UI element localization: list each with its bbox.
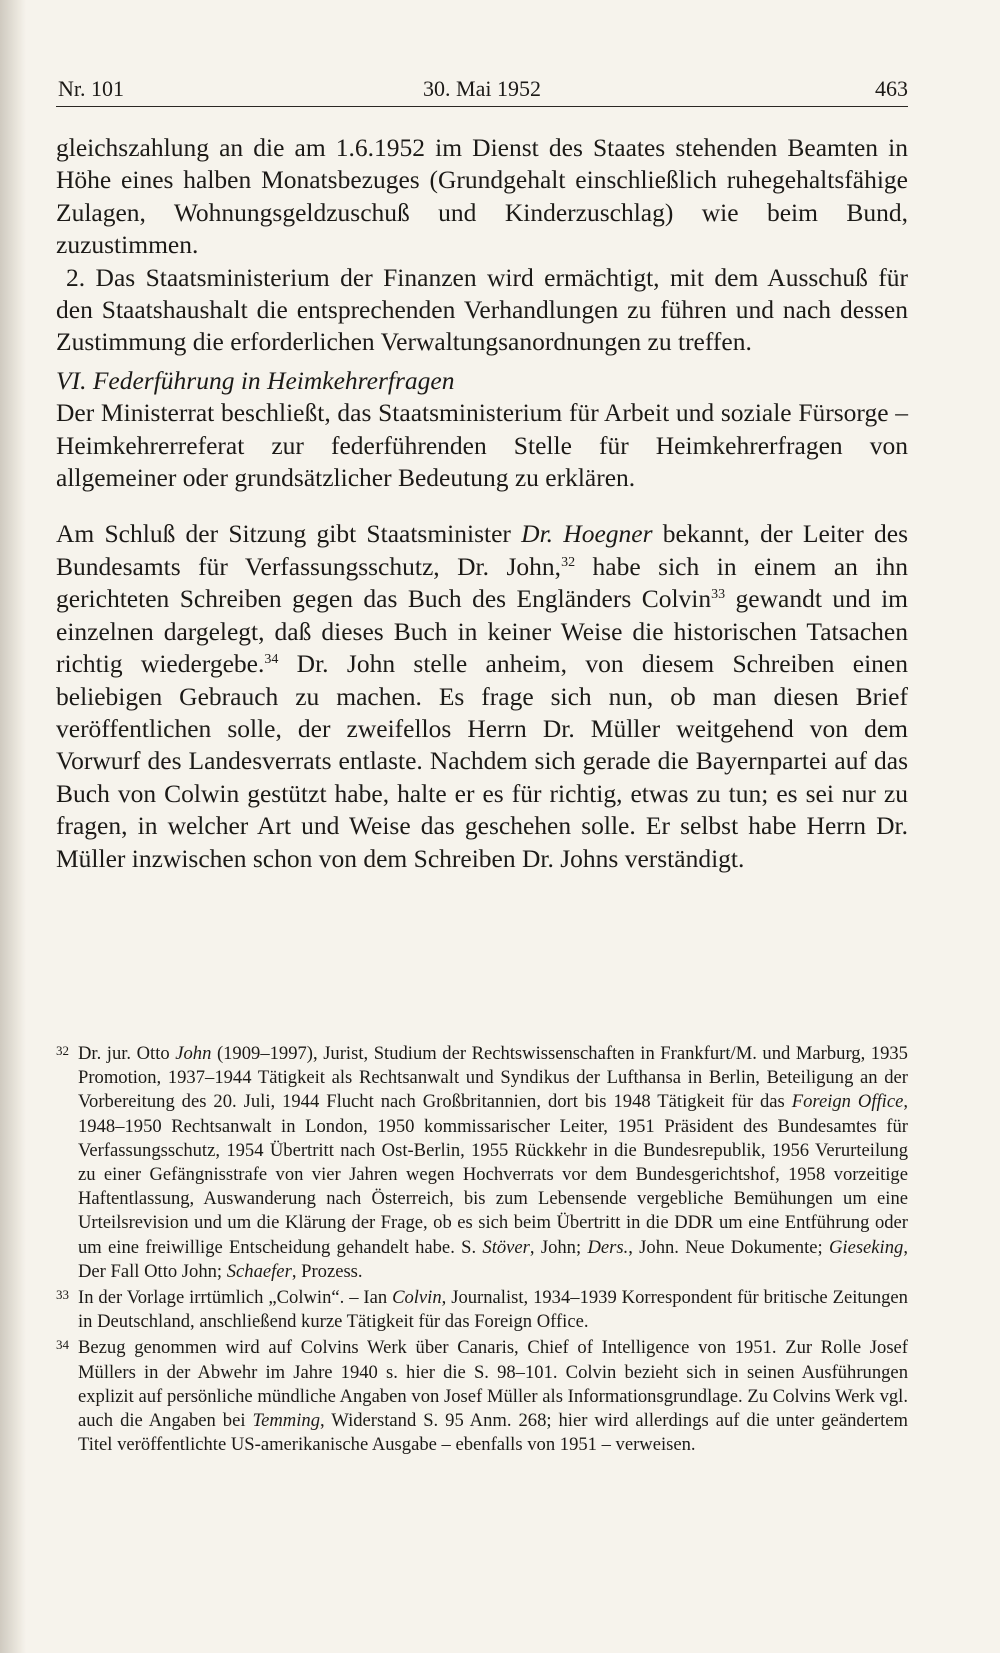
footnote-32 <box>56 1042 908 1284</box>
footnote-text: , John. Neue Dokumente; <box>628 1236 829 1258</box>
footnote-text: Bezug genommen wird auf Colvins Werk über Canaris, Chief of Intelligence von 1951. Zur Rolle Josef Müllers in der Abwehr im Jahre 1940 s. hier die S. 98–101. Colvin bezieht sich in seinen Ausführungen explizit auf persönliche mündliche Angaben von Josef Müller als Informationsgrundlage. Zu Colvins Werk vgl. auch die Angaben bei <box>78 1337 908 1432</box>
footnote-italic: Foreign Office <box>791 1091 904 1113</box>
paragraph-section-vi: Der Ministerrat beschließt, das Staatsministerium für Arbeit und soziale Fürsorge – Heimkehrerreferat zur federführenden Stelle für Heimkehrerfragen von allgemeiner oder grundsätzlicher Bedeutung zu erklären. <box>56 398 908 493</box>
document-number: Nr. 101 <box>58 76 124 101</box>
closing-text-2: bekannt, der Leiter des Bundesamts für Verfassungsschutz, Dr. John, <box>56 519 908 581</box>
main-text <box>56 132 908 875</box>
footnote-text: Dr. jur. Otto <box>78 1043 176 1064</box>
footnote-ref-32[interactable]: 32 <box>561 554 576 570</box>
footnote-34 <box>56 1336 908 1457</box>
paragraph-closing <box>56 518 908 874</box>
closing-text-1: Am Schluß der Sitzung gibt Staatsminister <box>56 519 522 549</box>
footnote-italic: Temming <box>252 1410 320 1432</box>
footnote-ref-34[interactable]: 34 <box>264 652 279 668</box>
footnote-text: , 1948–1950 Rechtsanwalt in London, 1950 kommissarischer Leiter, 1951 Präsident des Bundesamtes für Verfassungsschutz, 1954 Übertritt nach Ost-Berlin, 1955 Rückkehr in die Bundesrepublik, 1956 Verurteilung zu einer Gefängnisstrafe von vier Jahren wegen Hochverrats vor dem Bundesgerichtshof, 1958 vorzeitige Haftentlassung, Auswanderung nach Österreich, bis zum Lebensende vergebliche Bemühungen um eine Urteilsrevision und um die Klärung der Frage, ob es sich beim Übertritt in die DDR um eine Entführung oder um eine freiwillige Entscheidung gehandelt habe. S. <box>78 1091 909 1258</box>
footnote-33 <box>56 1286 908 1334</box>
footnote-italic: John <box>175 1043 212 1064</box>
footnote-number: 33 <box>56 1287 69 1303</box>
footnote-italic: Stöver <box>482 1236 530 1258</box>
footnote-text: , Prozess. <box>291 1260 363 1282</box>
page-gutter-shadow <box>0 0 26 1653</box>
footnote-number: 34 <box>56 1337 69 1353</box>
running-header <box>56 72 908 107</box>
name-hoegner: Dr. Hoegner <box>521 519 653 549</box>
page-number: 463 <box>875 76 908 101</box>
closing-text-4: gewandt und im einzelnen dargelegt, daß dieses Buch in keiner Weise die historischen Tatsachen richtig wiedergebe. <box>56 584 908 679</box>
footnote-number: 32 <box>56 1043 69 1058</box>
header-date: 30. Mai 1952 <box>423 76 541 101</box>
footnote-text: , Widerstand S. 95 Anm. 268; hier wird allerdings auf die unter geändertem Titel veröffentlichte US-amerikanische Ausgabe – ebenfalls von 1951 – verweisen. <box>78 1410 908 1456</box>
footnotes <box>56 1042 908 1459</box>
section-heading: VI. Federführung in Heimkehrerfragen <box>56 365 455 395</box>
footnote-text: , Der Fall Otto John; <box>78 1236 908 1282</box>
footnote-text: (1909–1997), Jurist, Studium der Rechtswissenschaften in Frankfurt/M. und Marburg, 1935 Promotion, 1937–1944 Tätigkeit als Rechtsanwalt und Syndikus der Lufthansa in Berlin, Beteiligung an der Vorbereitung des 20. Juli, 1944 Flucht nach Großbritannien, dort bis 1948 Tätigkeit für das <box>78 1043 908 1113</box>
closing-text-5: Dr. John stelle anheim, von diesem Schreiben einen beliebigen Gebrauch zu machen. Es frage sich nun, ob man diesen Brief veröffentlichen solle, der zweifellos Herrn Dr. Müller weitgehend von dem Vorwurf des Landesverrats entlaste. Nachdem sich gerade die Bayernpartei auf das Buch von Colwin gestützt habe, halte er es für richtig, etwas zu tun; es sei nur zu fragen, in welcher Art und Weise das geschehen solle. Er selbst habe Herrn Dr. Müller inzwischen schon von dem Schreiben Dr. Johns verständigt. <box>56 649 908 873</box>
paragraph-continued: gleichszahlung an die am 1.6.1952 im Dienst des Staates stehenden Beamten in Höhe eines halben Monatsbezuges (Grundgehalt einschließlich ruhegehaltsfähige Zulagen, Wohnungsgeldzuschuß und Kinderzuschlag) wie beim Bund, zuzustimmen. <box>56 133 908 260</box>
footnote-italic: Colvin <box>392 1287 442 1309</box>
footnote-ref-33[interactable]: 33 <box>711 587 726 603</box>
footnote-italic: Schaefer <box>226 1260 292 1282</box>
footnote-text: , Journalist, 1934–1939 Korrespondent für britische Zeitungen in Deutschland, anschließend kurze Tätigkeit für das Foreign Office. <box>78 1287 908 1333</box>
footnote-italic: Gieseking <box>828 1236 904 1258</box>
footnote-italic: Ders. <box>587 1236 629 1258</box>
footnote-text: In der Vorlage irrtümlich „Colwin“. – Ian <box>78 1287 393 1309</box>
closing-text-3: habe sich in einem an ihn gerichteten Schreiben gegen das Buch des Engländers Colvin <box>56 551 908 614</box>
footnote-text: , John; <box>529 1236 588 1258</box>
paragraph-point-2: 2. Das Staatsministerium der Finanzen wird ermächtigt, mit dem Ausschuß für den Staatshaushalt die entsprechenden Verhandlungen zu führen und nach dessen Zustimmung die erforderlichen Verwaltungsanordnungen zu treffen. <box>56 262 908 357</box>
